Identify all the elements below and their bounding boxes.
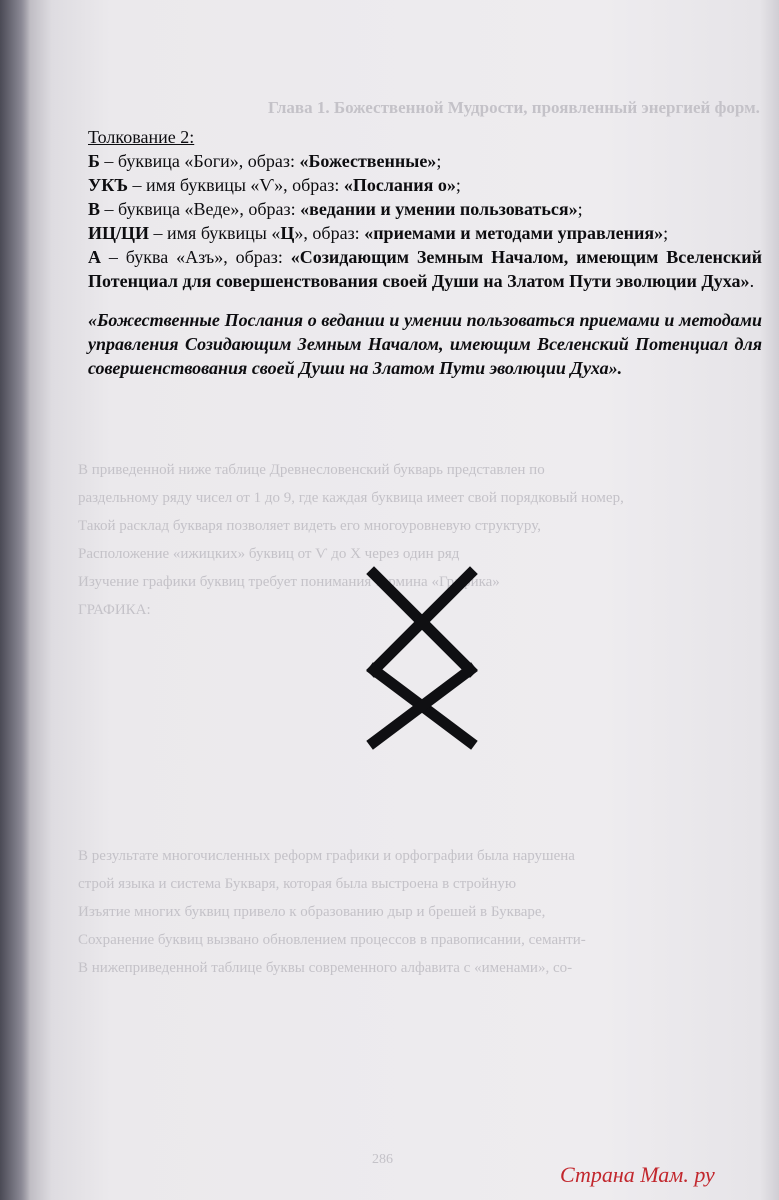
interpretation-line-ic xyxy=(88,221,762,245)
watermark-suffix: . ру xyxy=(683,1162,715,1187)
bleed-line: В нижеприведенной таблице буквы современного алфавита с «именами», со- xyxy=(78,960,573,976)
line-text: », образ: xyxy=(294,223,365,243)
image-phrase: «Божественные» xyxy=(299,151,437,171)
bleed-through-title: Глава 1. Божественной Мудрости, проявленный энергией форм. xyxy=(268,98,760,117)
interpretation-line-v xyxy=(88,197,762,221)
letter: А xyxy=(88,247,101,267)
bleed-line: Сохранение буквиц вызвано обновлением процессов в правописании, семанти- xyxy=(78,932,586,948)
line-text: – буква «Азъ», образ: xyxy=(101,247,291,267)
interpretation-line-uk xyxy=(88,173,762,197)
letter: УКЪ xyxy=(88,175,129,195)
bleed-line: Изъятие многих буквиц привело к образованию дыр и брешей в Букваре, xyxy=(78,904,546,920)
image-phrase: «приемами и методами управления» xyxy=(364,223,664,243)
bleed-line: Расположение «ижицких» буквиц от Ѵ до Х через один ряд xyxy=(78,546,460,562)
letter: Ц xyxy=(280,223,295,243)
book-spine-shadow xyxy=(0,0,30,1200)
rune-glyph-icon xyxy=(352,566,492,746)
watermark-text: Страна Мам xyxy=(560,1162,684,1187)
line-text: – имя буквицы «Ѵ», образ: xyxy=(128,175,344,195)
image-phrase: «ведании и умении пользоваться» xyxy=(300,199,578,219)
bleed-through-lower-text xyxy=(78,842,718,982)
interpretation-line-b xyxy=(88,149,762,173)
bleed-line: В приведенной ниже таблице Древнесловенский букварь представлен по xyxy=(78,462,545,478)
bleed-line: Изучение графики буквиц требует понимания термина «Графика» xyxy=(78,574,500,590)
bleed-through-page-number: 286 xyxy=(372,1152,393,1167)
line-text: – имя буквицы « xyxy=(149,223,281,243)
punct: . xyxy=(749,271,755,291)
bleed-line: ГРАФИКА: xyxy=(78,602,151,618)
bleed-line: раздельному ряду чисел от 1 до 9, где каждая буквица имеет свой порядковый номер, xyxy=(78,490,624,506)
image-phrase: «Созидающим Земным Началом, имеющим Вселенский Потенциал для совершенствования своей Души на Златом Пути эволюции Духа» xyxy=(88,247,762,291)
image-phrase: «Послания о» xyxy=(343,175,456,195)
punct: ; xyxy=(455,175,461,195)
line-text: – буквица «Боги», образ: xyxy=(99,151,300,171)
site-watermark xyxy=(560,1162,715,1188)
line-text: – буквица «Веде», образ: xyxy=(100,199,301,219)
interpretation-text xyxy=(88,125,762,380)
letter: Б xyxy=(88,151,100,171)
interpretation-line-a xyxy=(88,245,762,293)
bleed-line: Такой расклад букваря позволяет видеть его многоуровневую структуру, xyxy=(78,518,541,534)
section-heading: Толкование 2: xyxy=(88,127,195,147)
letter: В xyxy=(88,199,101,219)
punct: ; xyxy=(577,199,583,219)
bleed-line: В результате многочисленных реформ графики и орфографии была нарушена xyxy=(78,848,575,864)
letter: ИЦ/ЦИ xyxy=(88,223,150,243)
punct: ; xyxy=(436,151,442,171)
punct: ; xyxy=(663,223,669,243)
bleed-line: строй языка и система Букваря, которая была выстроена в стройную xyxy=(78,876,517,892)
summary-quote: «Божественные Послания о ведании и умении пользоваться приемами и методами управления Созидающим Земным Началом, имеющим Вселенский Потенциал для совершенствования своей Души на Златом Пути эволюции Духа». xyxy=(88,310,762,378)
